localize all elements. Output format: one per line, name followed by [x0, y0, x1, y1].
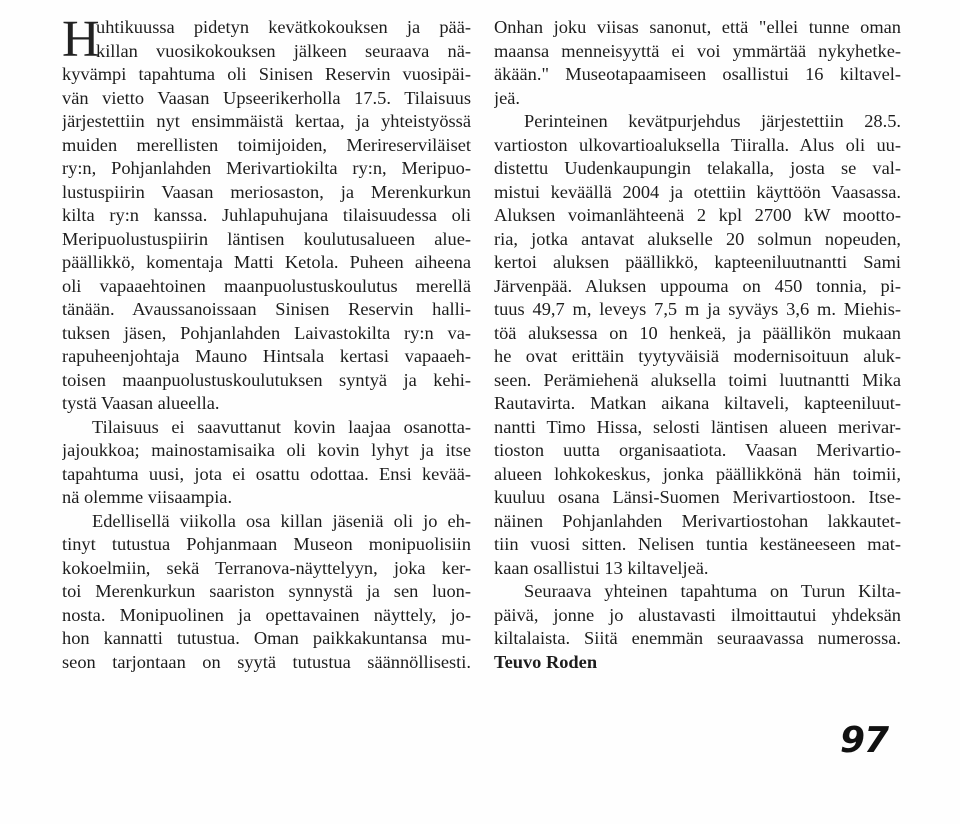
text-line: kilta ry:n kanssa. Juhlapuhujana tilaisuudessa oli: [62, 205, 471, 225]
text-line: Onhan joku viisas sanonut, että "ellei tunne oman: [494, 17, 901, 37]
text-line: vän vietto Vaasan Upseerikerholla 17.5. Tilaisuus: [62, 87, 471, 108]
text-line: tystä Vaasan alueella.: [62, 393, 220, 413]
text-line: lustuspiirin Vaasan meriosaston, ja Merenkurkun: [62, 181, 471, 202]
text-line: Perinteinen kevätpurjehdus järjestettiin 28.5.: [524, 111, 901, 131]
text-line: päivä, jonne jo alustavasti ilmoittautui yhdeksän: [494, 604, 901, 625]
text-line: näinen Pohjanlahden Merivartiostohan lakkautet-: [494, 510, 901, 531]
text-line: järjestettiin nyt ensimmäistä kertaa, ja yhteistyössä: [62, 111, 471, 131]
text-line: tuus 49,7 m, leveys 7,5 m ja syväys 3,6 m. Miehis-: [494, 299, 901, 319]
text-line: tänään. Avaussanoissaan Sinisen Reservin halli-: [62, 299, 471, 319]
text-line: kokoelmiin, sekä Terranova-näyttelyyn, joka ker-: [62, 557, 471, 578]
text-line: mistui keväällä 2004 ja otettiin käyttöön Vaasassa.: [494, 181, 901, 202]
text-line: kyvämpi tapahtuma oli Sinisen Reservin vuosipäi-: [62, 64, 471, 84]
text-line: tuksen jäsen, Pohjanlahden Laivastokilta ry:n va-: [62, 322, 471, 343]
text-line: tinyt tutustua Pohjanmaan Museon monipuolisiin: [62, 534, 471, 554]
text-line: päällikkö, komentaja Matti Ketola. Puheen aiheena: [62, 252, 471, 272]
text-line: Järvenpää. Aluksen uppouma on 450 tonnia, pi-: [494, 275, 901, 296]
text-line: killan vuosikokouksen jälkeen seuraava nä-: [96, 40, 471, 61]
text-line: kuuluu osana Länsi-Suomen Merivartiostoon. Itse-: [494, 487, 901, 507]
page-number: 97: [840, 720, 889, 761]
text-line: distettu Uudenkaupungin telakalla, josta se val-: [494, 158, 901, 178]
text-line: vartioston ulkovartioaluksella Tiiralla. Alus oli uu-: [494, 134, 901, 155]
text-line: Aluksen voimanlähteenä 2 kpl 2700 kW mootto-: [494, 205, 901, 225]
text-line: Seuraava yhteinen tapahtuma on Turun Kilta-: [524, 581, 901, 601]
text-line: ry:n, Pohjanlahden Merivartiokilta ry:n, Meripuo-: [62, 158, 471, 178]
text-line: Tilaisuus ei saavuttanut kovin laajaa osanotta-: [92, 416, 471, 437]
text-line: Meripuolustuspiirin läntisen koulutusalueen alue-: [62, 228, 471, 249]
text-line: rapuheenjohtaja Mauno Hintsala kertasi vapaaeh-: [62, 346, 471, 366]
left-column: [62, 11, 471, 674]
text-line: toisen maanpuolustuskoulutuksen syntyä ja kehi-: [62, 369, 471, 390]
text-line: nä olemme viisaampia.: [62, 487, 233, 507]
text-line: maansa menneisyyttä ei voi ymmärtää nykyhetke-: [494, 40, 901, 61]
drop-cap: H: [62, 11, 100, 68]
text-line: alueen lohkokeskus, jonka päällikkönä hän toimii,: [494, 463, 901, 484]
text-line: jeä.: [494, 87, 521, 108]
right-column: [494, 16, 901, 674]
text-line: kertoi aluksen päällikkö, kapteeniluutnantti Sami: [494, 252, 901, 272]
text-line: nantti Timo Hissa, selosti läntisen alueen merivar-: [494, 416, 901, 437]
text-line: muiden merellisten toimijoiden, Merireserviläiset: [62, 134, 471, 155]
text-line: töä aluksessa on 10 henkeä, ja päällikön mukaan: [494, 322, 901, 343]
text-line: Edellisellä viikolla osa killan jäseniä oli jo eh-: [92, 510, 471, 531]
text-line: tiin vuosi sitten. Nelisen tuntia kestäneeseen mat-: [494, 534, 901, 554]
text-line: äkään." Museotapaamiseen osallistui 16 kiltavel-: [494, 64, 901, 84]
author-signature: Teuvo Roden: [494, 651, 598, 672]
text-line: seon tarjontaan on syytä tutustua säännöllisesti.: [62, 651, 471, 672]
text-line: he ovat erittäin tyytyväisiä modernisoituun aluk-: [494, 346, 901, 366]
text-line: nosta. Monipuolinen ja opettavainen näyttely, jo-: [62, 604, 471, 625]
text-line: kiltalaista. Siitä enemmän seuraavassa numerossa.: [494, 628, 901, 648]
text-line: hon kannatti tutustua. Oman paikkakuntansa mu-: [62, 628, 471, 648]
text-line: ria, jotka antavat alukselle 20 solmun nopeuden,: [494, 228, 901, 249]
text-line: jajoukkoa; mainostamisaika oli kovin lyhyt ja itse: [62, 440, 471, 460]
text-line: tapahtuma uusi, jota ei osattu odottaa. Ensi kevää-: [62, 463, 471, 484]
text-line: uhtikuussa pidetyn kevätkokouksen ja pää-: [96, 17, 471, 37]
text-line: oli vapaaehtoinen maanpuolustuskoulutus merellä: [62, 275, 471, 296]
text-line: seen. Perämiehenä aluksella toimi luutnantti Mika: [494, 369, 901, 390]
text-line: Rautavirta. Matkan aikana kiltaveli, kapteeniluut-: [494, 393, 901, 413]
text-line: tioston uutta organisaatiota. Vaasan Merivartio-: [494, 440, 901, 460]
text-line: kaan osallistui 13 kiltaveljeä.: [494, 557, 709, 578]
text-line: toi Merenkurkun saariston synnystä ja sen luon-: [62, 581, 471, 601]
